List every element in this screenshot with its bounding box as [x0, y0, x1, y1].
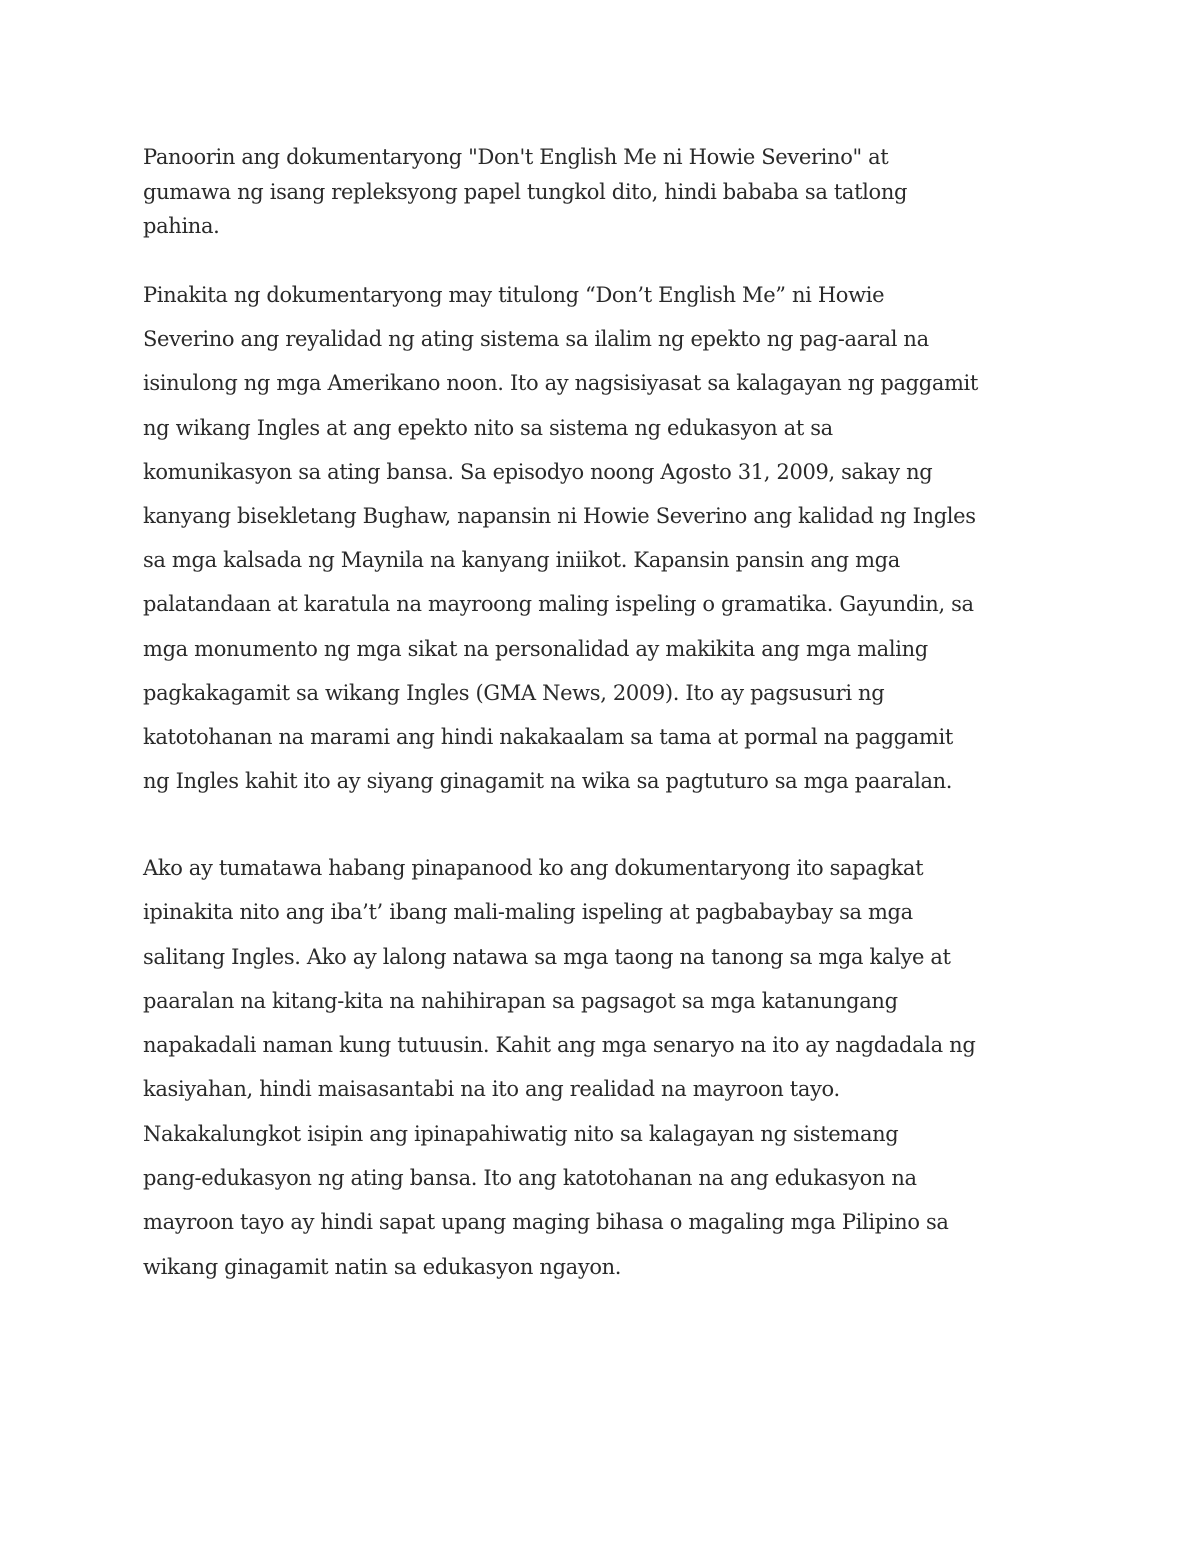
paragraph-line: Ako ay tumatawa habang pinapanood ko ang dokumentaryong ito sapagkat: [143, 856, 924, 880]
paragraph-line: pang-edukasyon ng ating bansa. Ito ang katotohanan na ang edukasyon na: [143, 1166, 917, 1191]
prompt-line: gumawa ng isang repleksyong papel tungkol dito, hindi bababa sa tatlong: [143, 179, 908, 204]
paragraph-line: komunikasyon sa ating bansa. Sa episodyo noong Agosto 31, 2009, sakay ng: [143, 459, 933, 484]
paragraph-line: ng Ingles kahit ito ay siyang ginagamit na wika sa pagtuturo sa mga paaralan.: [143, 769, 953, 794]
paragraph-line: napakadali naman kung tutuusin. Kahit ang mga senaryo na ito ay nagdadala ng: [143, 1033, 976, 1058]
paragraph-line: katotohanan na marami ang hindi nakakaalam sa tama at pormal na paggamit: [143, 725, 953, 750]
paragraph-line: paaralan na kitang-kita na nahihirapan sa pagsagot sa mga katanungang: [143, 988, 898, 1013]
paragraph-line: Pinakita ng dokumentaryong may titulong “Don’t English Me” ni Howie: [143, 283, 885, 307]
paragraph-line: salitang Ingles. Ako ay lalong natawa sa mga taong na tanong sa mga kalye at: [143, 944, 951, 969]
paragraph-line: palatandaan at karatula na mayroong maling ispeling o gramatika. Gayundin, sa: [143, 592, 974, 617]
body-paragraph-1: [143, 273, 1063, 803]
paragraph-line: pagkakagamit sa wikang Ingles (GMA News, 2009). Ito ay pagsusuri ng: [143, 680, 885, 705]
paragraph-line: ng wikang Ingles at ang epekto nito sa sistema ng edukasyon at sa: [143, 415, 833, 440]
prompt-line: Panoorin ang dokumentaryong "Don't English Me ni Howie Severino" at: [143, 145, 889, 169]
paragraph-line: sa mga kalsada ng Maynila na kanyang iniikot. Kapansin pansin ang mga: [143, 548, 900, 573]
body-paragraph-2: [143, 846, 1063, 1289]
paragraph-line: ipinakita nito ang iba’t’ ibang mali-maling ispeling at pagbabaybay sa mga: [143, 900, 913, 925]
paragraph-line: kasiyahan, hindi maisasantabi na ito ang realidad na mayroon tayo.: [143, 1077, 840, 1102]
paragraph-line: Severino ang reyalidad ng ating sistema sa ilalim ng epekto ng pag-aaral na: [143, 327, 929, 352]
assignment-prompt: [143, 140, 1063, 244]
paragraph-line: kanyang bisekletang Bughaw, napansin ni Howie Severino ang kalidad ng Ingles: [143, 504, 976, 529]
paragraph-line: mayroon tayo ay hindi sapat upang maging bihasa o magaling mga Pilipino sa: [143, 1210, 949, 1235]
paragraph-line: isinulong ng mga Amerikano noon. Ito ay nagsisiyasat sa kalagayan ng paggamit: [143, 371, 979, 396]
paragraph-line: Nakakalungkot isipin ang ipinapahiwatig nito sa kalagayan ng sistemang: [143, 1121, 899, 1146]
paragraph-line: wikang ginagamit natin sa edukasyon ngayon.: [143, 1254, 622, 1279]
prompt-line: pahina.: [143, 214, 220, 238]
paragraph-line: mga monumento ng mga sikat na personalidad ay makikita ang mga maling: [143, 636, 928, 661]
